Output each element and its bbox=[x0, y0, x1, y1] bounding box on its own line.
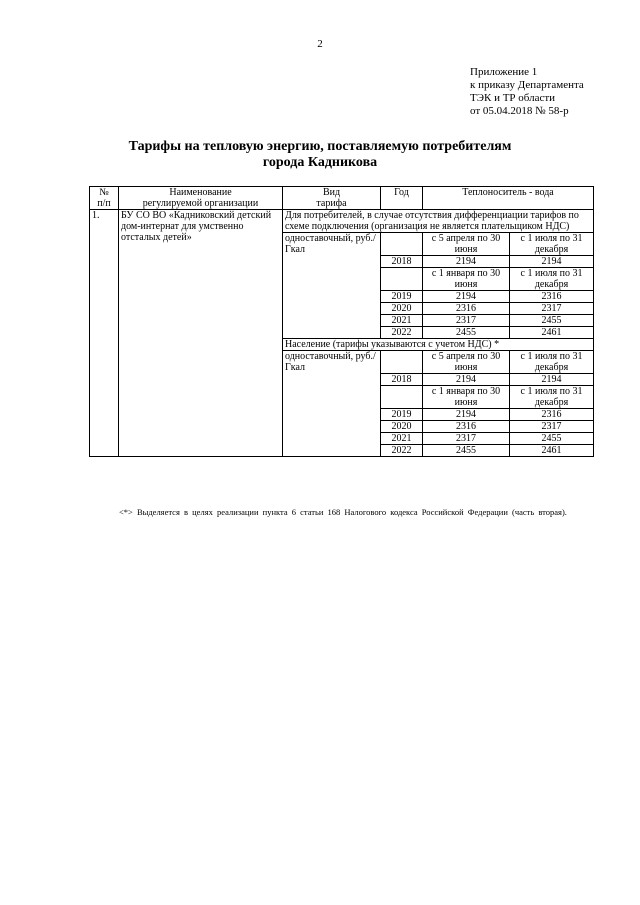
header-organization: Наименование регулируемой организации bbox=[119, 187, 283, 210]
value-cell: 2455 bbox=[423, 327, 510, 339]
organization-name: БУ СО ВО «Кадниковский детский дом-интернат для умственно отсталых детей» bbox=[119, 210, 283, 457]
value-cell: 2194 bbox=[423, 256, 510, 268]
document-title bbox=[0, 139, 640, 171]
year-cell: 2020 bbox=[381, 303, 423, 315]
value-cell: 2194 bbox=[423, 409, 510, 421]
footnote: <*> Выделяется в целях реализации пункта 6 статьи 168 Налогового кодекса Российской Федерации (часть вторая). bbox=[119, 507, 567, 517]
appendix-block bbox=[470, 66, 584, 118]
period-cell: с 1 июля по 31 декабря bbox=[510, 233, 594, 256]
year-cell: 2019 bbox=[381, 291, 423, 303]
period-cell: с 1 июля по 31 декабря bbox=[510, 268, 594, 291]
year-cell: 2018 bbox=[381, 374, 423, 386]
header-carrier: Теплоноситель - вода bbox=[423, 187, 594, 210]
value-cell: 2316 bbox=[510, 409, 594, 421]
value-cell: 2317 bbox=[510, 421, 594, 433]
year-cell: 2022 bbox=[381, 445, 423, 457]
empty-cell bbox=[381, 351, 423, 374]
value-cell: 2194 bbox=[510, 374, 594, 386]
title-line: Тарифы на тепловую энергию, поставляемую потребителям bbox=[128, 139, 512, 154]
value-cell: 2455 bbox=[510, 433, 594, 445]
table-row bbox=[90, 210, 594, 233]
page-number: 2 bbox=[317, 38, 323, 50]
group-heading: Население (тарифы указываются с учетом НДС) * bbox=[283, 339, 594, 351]
value-cell: 2461 bbox=[510, 445, 594, 457]
header-tariff-type: Вид тарифа bbox=[283, 187, 381, 210]
value-cell: 2317 bbox=[423, 315, 510, 327]
appendix-line: от 05.04.2018 № 58-р bbox=[470, 105, 569, 117]
appendix-line: ТЭК и ТР области bbox=[470, 92, 556, 104]
year-cell: 2018 bbox=[381, 256, 423, 268]
value-cell: 2316 bbox=[423, 303, 510, 315]
year-cell: 2021 bbox=[381, 433, 423, 445]
header-number: № п/п bbox=[90, 187, 119, 210]
tariffs-table bbox=[89, 186, 594, 457]
period-cell: с 1 января по 30 июня bbox=[423, 268, 510, 291]
table-header-row bbox=[90, 187, 594, 210]
group-heading: Для потребителей, в случае отсутствия дифференциации тарифов по схеме подключения (организация не является плательщиком НДС) bbox=[283, 210, 594, 233]
year-cell: 2019 bbox=[381, 409, 423, 421]
header-year: Год bbox=[381, 187, 423, 210]
row-number: 1. bbox=[90, 210, 119, 457]
tariff-type: одноставочный, руб./Гкал bbox=[283, 351, 381, 457]
value-cell: 2316 bbox=[423, 421, 510, 433]
period-cell: с 1 июля по 31 декабря bbox=[510, 386, 594, 409]
empty-cell bbox=[381, 386, 423, 409]
appendix-line: Приложение 1 bbox=[470, 66, 538, 78]
year-cell: 2022 bbox=[381, 327, 423, 339]
title-line: города Кадникова bbox=[262, 155, 378, 170]
value-cell: 2455 bbox=[510, 315, 594, 327]
period-cell: с 1 января по 30 июня bbox=[423, 386, 510, 409]
year-cell: 2020 bbox=[381, 421, 423, 433]
empty-cell bbox=[381, 268, 423, 291]
value-cell: 2194 bbox=[423, 291, 510, 303]
year-cell: 2021 bbox=[381, 315, 423, 327]
value-cell: 2194 bbox=[510, 256, 594, 268]
appendix-line: к приказу Департамента bbox=[470, 79, 584, 91]
tariff-type: одноставочный, руб./Гкал bbox=[283, 233, 381, 339]
value-cell: 2194 bbox=[423, 374, 510, 386]
period-cell: с 1 июля по 31 декабря bbox=[510, 351, 594, 374]
value-cell: 2461 bbox=[510, 327, 594, 339]
period-cell: с 5 апреля по 30 июня bbox=[423, 351, 510, 374]
value-cell: 2317 bbox=[423, 433, 510, 445]
value-cell: 2455 bbox=[423, 445, 510, 457]
period-cell: с 5 апреля по 30 июня bbox=[423, 233, 510, 256]
value-cell: 2316 bbox=[510, 291, 594, 303]
value-cell: 2317 bbox=[510, 303, 594, 315]
empty-cell bbox=[381, 233, 423, 256]
